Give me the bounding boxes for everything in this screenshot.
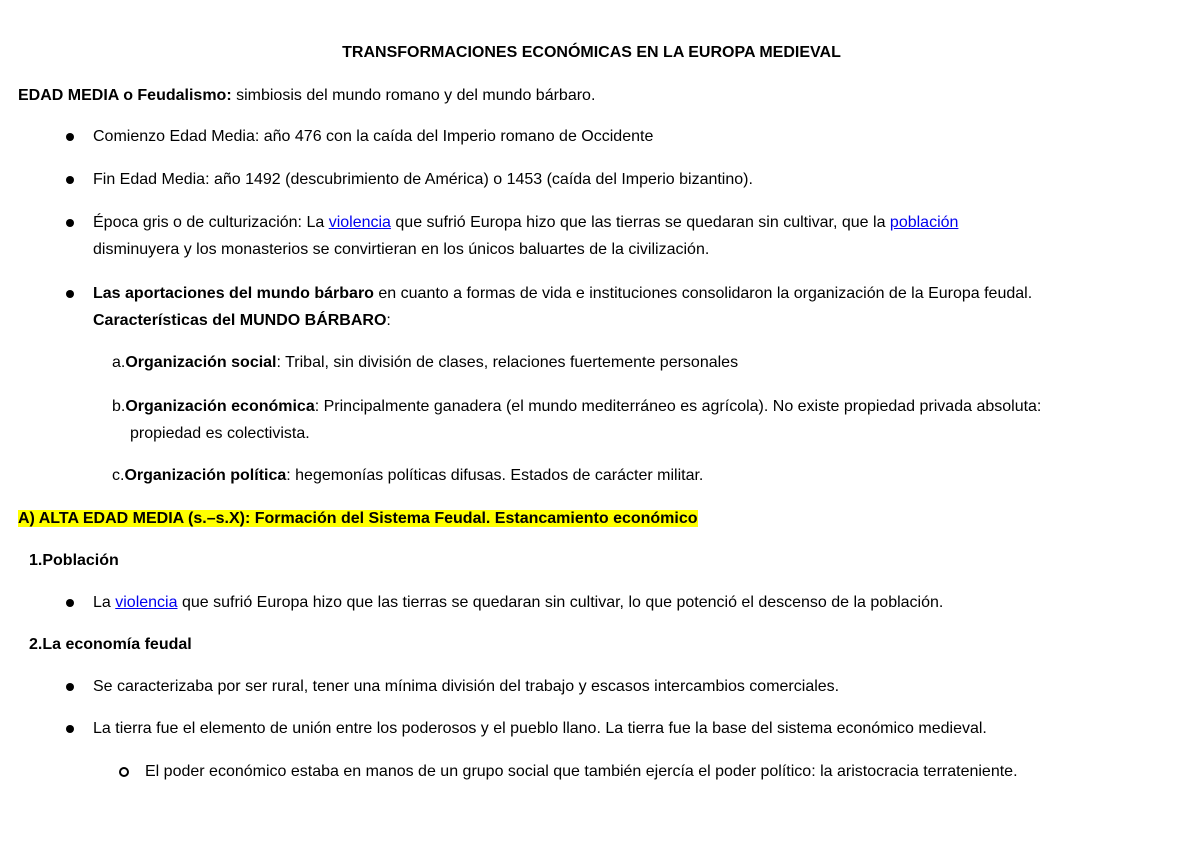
lettered-item-b-continued: propiedad es colectivista. [130,425,310,442]
item-text: Época gris o de culturización: La [93,214,329,231]
item-text: : hegemonías políticas difusas. Estados de carácter militar. [286,467,704,484]
item-text: que sufrió Europa hizo que las tierras se quedaran sin cultivar, que la [390,214,890,231]
item-text: que sufrió Europa hizo que las tierras se quedaran sin cultivar, lo que potenció el descenso de la población. [177,594,944,611]
list-marker: a. [112,354,126,371]
item-bold: Organización política [124,467,287,484]
subsection-label: La economía feudal [42,636,192,653]
subsection-number: 1. [29,552,43,569]
subsection-number: 2. [29,636,43,653]
page-title: TRANSFORMACIONES ECONÓMICAS EN LA EUROPA MEDIEVAL [342,44,841,61]
subsection-1-heading [29,551,119,571]
item-text: La [93,594,116,611]
violencia-link[interactable]: violencia [115,594,178,611]
item-bold: Características del MUNDO BÁRBARO [93,312,387,329]
lettered-item-a [112,353,738,373]
item-text: en cuanto a formas de vida e instituciones consolidaron la organización de la Europa feudal. [373,285,1033,302]
bullet-icon [66,683,74,691]
item-text: : Tribal, sin división de clases, relaciones fuertemente personales [276,354,739,371]
hollow-bullet-icon [119,767,129,777]
bullet-icon [66,133,74,141]
list-marker: c. [112,467,125,484]
list-item: Comienzo Edad Media: año 476 con la caída del Imperio romano de Occidente [93,128,654,145]
intro-text: simbiosis del mundo romano y del mundo bárbaro. [231,87,596,104]
item-bold: Organización económica [125,398,315,415]
list-marker: b. [112,398,126,415]
bullet-icon [66,290,74,298]
violencia-link[interactable]: violencia [328,214,391,231]
sub-list-item: El poder económico estaba en manos de un grupo social que también ejercía el poder político: la aristocracia terrateniente. [145,763,1018,780]
list-item: Se caracterizaba por ser rural, tener una mínima división del trabajo y escasos intercambios comerciales. [93,678,840,695]
bullet-icon [66,176,74,184]
section-heading-a [18,509,698,529]
list-item [93,593,943,613]
list-item [93,284,1032,304]
intro-bold: EDAD MEDIA o Feudalismo: [18,87,232,104]
bullet-icon [66,599,74,607]
list-item-continued: disminuyera y los monasterios se convirtieran en los únicos baluartes de la civilización. [93,241,710,258]
poblacion-link[interactable]: población [889,214,959,231]
subsection-2-heading [29,635,192,655]
item-bold: Las aportaciones del mundo bárbaro [93,285,374,302]
item-text: : [386,312,391,329]
item-text: : Principalmente ganadera (el mundo mediterráneo es agrícola). No existe propiedad privada absoluta: [314,398,1042,415]
item-bold: Organización social [125,354,277,371]
intro-paragraph [18,86,595,106]
highlighted-heading: A) ALTA EDAD MEDIA (s.–s.X): Formación del Sistema Feudal. Estancamiento económico [18,510,698,527]
bullet-icon [66,725,74,733]
list-item [93,213,958,233]
list-item: Fin Edad Media: año 1492 (descubrimiento de América) o 1453 (caída del Imperio bizantino). [93,171,753,188]
list-item-continued [93,311,391,331]
subsection-label: Población [42,552,119,569]
lettered-item-b [112,397,1041,417]
bullet-icon [66,219,74,227]
lettered-item-c [112,466,703,486]
list-item: La tierra fue el elemento de unión entre los poderosos y el pueblo llano. La tierra fue la base del sistema económico medieval. [93,720,987,737]
